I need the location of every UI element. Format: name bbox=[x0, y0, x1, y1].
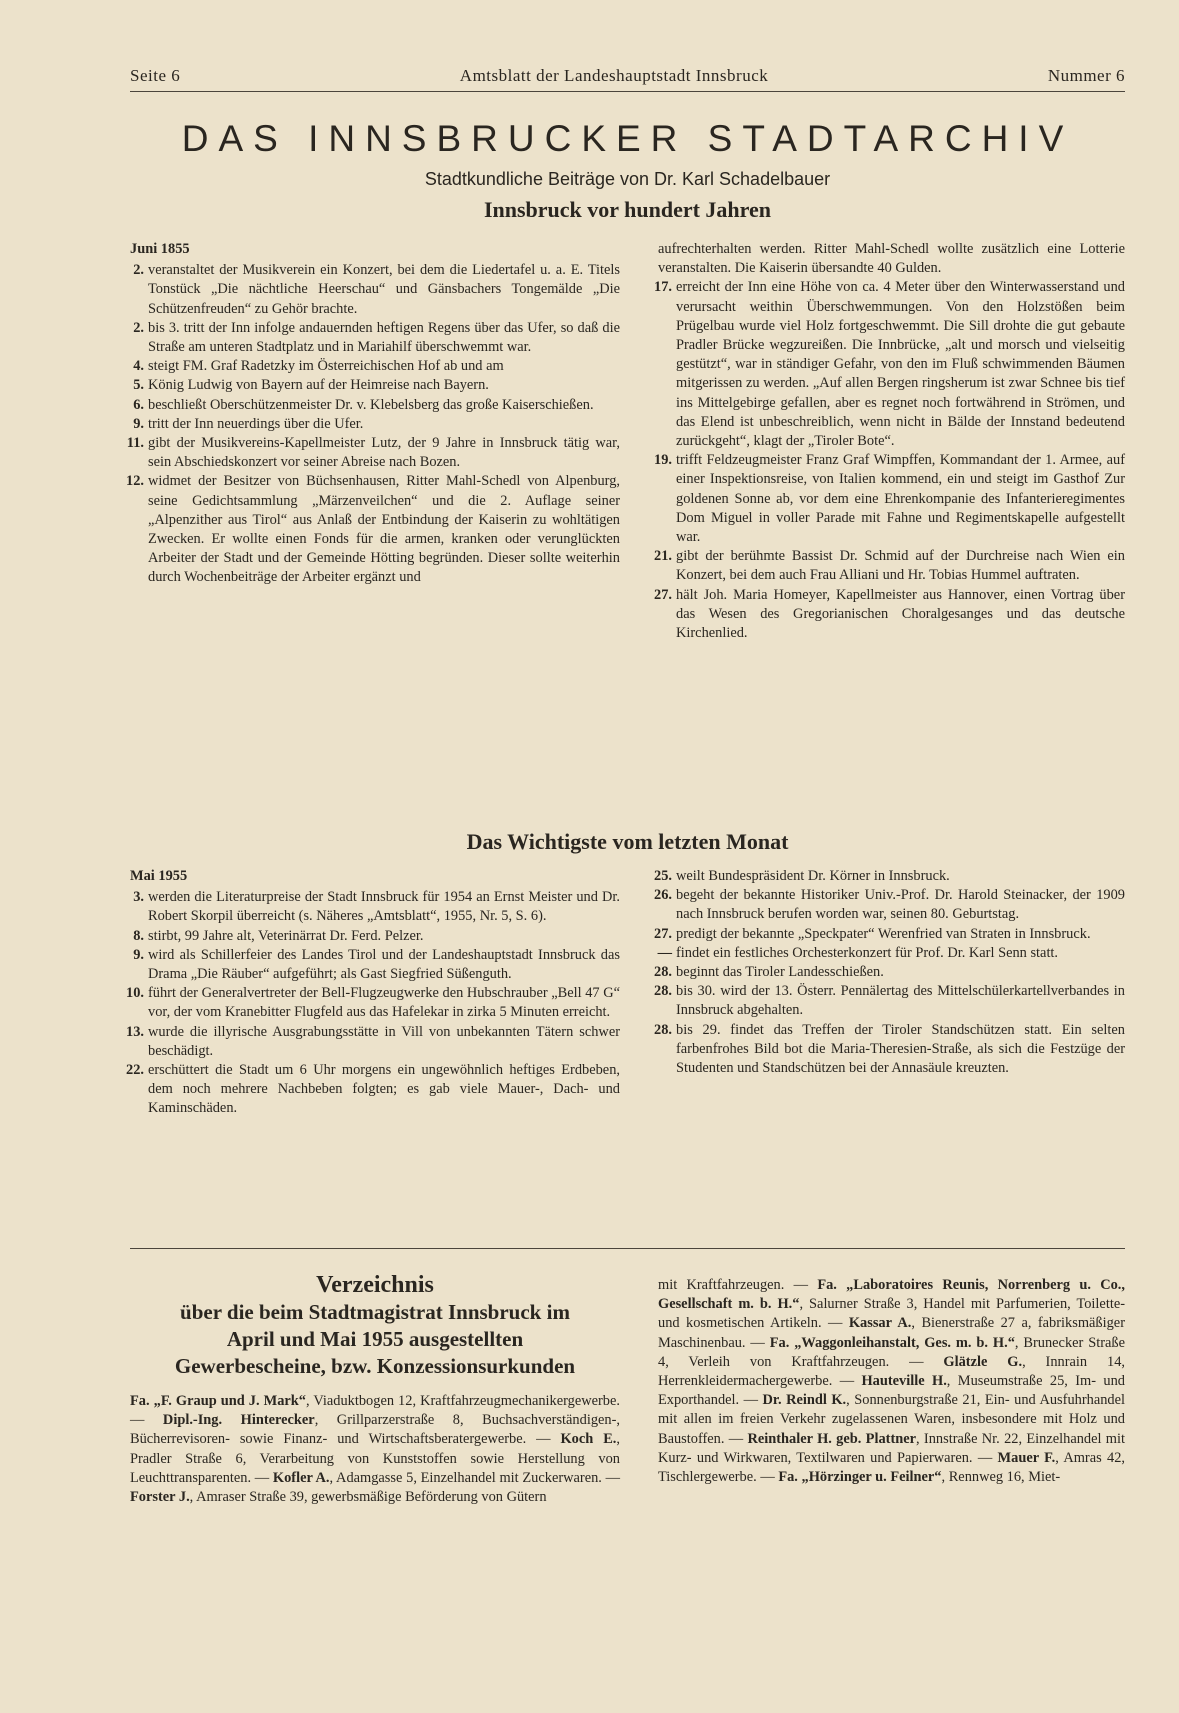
entry-text: weilt Bundespräsident Dr. Körner in Innsbruck. bbox=[676, 868, 950, 884]
entry-day: 27. bbox=[654, 925, 672, 942]
business-details: , Sonnenburgstraße 21, Ein- und Ausfuhrhandel mit allen im freien Verkehr zugelassenen Waren, insbesondere mit Holz und Baustoffen. — bbox=[658, 1392, 1125, 1447]
business-details: , Pradler Straße 6, Verarbeitung von Kunststoffen sowie Herstellung von Leuchttransparenten. — bbox=[130, 1431, 620, 1486]
entry-text: trifft Feldzeugmeister Franz Graf Wimpffen, Kommandant der 1. Armee, auf einer Inspektionsreise, von Italien kommend, ein und steigt im Gasthof Zur goldenen Sonne ab, vor dem eine Ehrenkompanie des Infanterieregimentes Dom Miguel in voller Parade mit Fahne und Regimentskapelle aufgestellt war. bbox=[676, 452, 1125, 546]
entry-list bbox=[654, 867, 1125, 1078]
entry-text: wurde die illyrische Ausgrabungsstätte in Vill von unbekannten Tätern schwer beschädigt. bbox=[148, 1023, 620, 1059]
registry-left-column bbox=[130, 1392, 620, 1507]
date-entry bbox=[130, 946, 620, 984]
entry-text: gibt der Musikvereins-Kapellmeister Lutz, der 9 Jahre in Innsbruck tätig war, sein Abschiedskonzert vor seiner Abreise nach Bozen. bbox=[148, 435, 620, 471]
entry-text: erschüttert die Stadt um 6 Uhr morgens ein ungewöhnlich heftiges Erdbeben, dem noch mehrere Nachbeben folgten; es gab viele Mauer-, Dach- und Kaminschäden. bbox=[148, 1062, 620, 1117]
registry-heading-line: über die beim Stadtmagistrat Innsbruck im bbox=[180, 1300, 570, 1324]
publication-name: Amtsblatt der Landeshauptstadt Innsbruck bbox=[459, 66, 769, 85]
entry-text: veranstaltet der Musikverein ein Konzert, bei dem die Liedertafel u. a. E. Titels Tonstück „Die nächtliche Heerschau“ und Gänsbachers Tongemälde „Die Schützenfreuden“ zu Gehör brachte. bbox=[148, 262, 620, 317]
entry-text: führt der Generalvertreter der Bell-Flugzeugwerke den Hubschrauber „Bell 47 G“ vor, der vom Kranebitter Flugfeld aus das Hafelekar in zirka 5 Minuten erreicht. bbox=[148, 985, 620, 1021]
entry-day: 28. bbox=[654, 983, 672, 1000]
entry-day: 4. bbox=[133, 358, 144, 375]
section1-left-column bbox=[126, 240, 620, 588]
date-entry bbox=[654, 278, 1125, 451]
entry-day: 2. bbox=[133, 319, 144, 336]
registry-heading-line: Gewerbescheine, bzw. Konzessionsurkunden bbox=[174, 1354, 576, 1378]
date-entry bbox=[130, 357, 620, 376]
date-entry bbox=[130, 888, 620, 926]
entry-text: gibt der berühmte Bassist Dr. Schmid auf der Durchreise nach Wien ein Konzert, bei dem auch Frau Alliani und Hr. Tobias Hummel auftraten. bbox=[676, 548, 1125, 584]
issue-number: Nummer 6 bbox=[1047, 66, 1125, 85]
entry-text: stirbt, 99 Jahre alt, Veterinärrat Dr. Ferd. Pelzer. bbox=[148, 927, 424, 944]
entry-text: bis 30. wird der 13. Österr. Pennälertag des Mittelschülerkartellverbandes in Innsbruck abgehalten. bbox=[676, 983, 1125, 1019]
date-entry bbox=[126, 984, 620, 1022]
business-name: Koch E. bbox=[560, 1431, 617, 1448]
date-entry bbox=[654, 982, 1125, 1020]
entry-text: werden die Literaturpreise der Stadt Innsbruck für 1954 an Ernst Meister und Dr. Robert Skorpil überreicht (s. Näheres „Amtsblatt“, 1955, Nr. 5, S. 6). bbox=[148, 889, 620, 925]
business-name: Forster J. bbox=[130, 1489, 190, 1506]
entry-text: beginnt das Tiroler Landesschießen. bbox=[676, 964, 884, 981]
date-entry bbox=[130, 376, 620, 395]
date-entry bbox=[654, 925, 1125, 944]
continuation-text: aufrechterhalten werden. Ritter Mahl-Schedl wollte zusätzlich eine Lotterie veranstalten. Die Kaiserin übersandte 40 Gulden. bbox=[658, 241, 1125, 277]
date-entry bbox=[126, 1023, 620, 1061]
date-entry bbox=[130, 927, 620, 946]
entry-day: 19. bbox=[654, 452, 672, 469]
section2-right-column bbox=[654, 867, 1125, 1078]
entry-text: widmet der Besitzer von Büchsenhausen, Ritter Mahl-Schedl von Alpenburg, seine Gedichtsammlung „Märzenveilchen“ und die 2. Auflage seiner „Alpenzither aus Tirol“ aus Anlaß der Entbindung der Kaiserin zu wohltätigen Zwecken. Er wollte einen Fonds für die armen, kranken oder verunglückten Arbeiter der Stadt und der Gemeinde Hötting begründen. Dieser sollte weiterhin durch Wochenbeiträge der Arbeiter ergänzt und bbox=[148, 473, 620, 586]
subtitle: Stadtkundliche Beiträge von Dr. Karl Schadelbauer bbox=[424, 169, 831, 189]
registry-heading-line: April und Mai 1955 ausgestellten bbox=[226, 1327, 524, 1351]
date-entry bbox=[654, 867, 1125, 886]
date-entry bbox=[130, 396, 620, 415]
business-name: Dr. Reindl K. bbox=[762, 1392, 847, 1409]
entry-list bbox=[126, 888, 620, 1118]
month-label: Juni 1855 bbox=[130, 241, 190, 257]
entry-day: 17. bbox=[654, 279, 672, 296]
entry-day: 9. bbox=[133, 415, 144, 432]
entry-day: 2. bbox=[133, 262, 144, 279]
entry-text: bis 3. tritt der Inn infolge andauernden heftigen Regens über das Ufer, so daß die Straße am unteren Stadtplatz und in Mariahilf überschwemmt war. bbox=[148, 319, 620, 356]
date-entry bbox=[654, 963, 1125, 982]
entry-day: 25. bbox=[654, 868, 672, 884]
business-name: Fa. „Waggonleihanstalt, Ges. m. b. H.“ bbox=[769, 1334, 1015, 1351]
section-heading-last-month: Das Wichtigste vom letzten Monat bbox=[466, 829, 789, 854]
business-details: , Brunecker Straße 4, Verleih von Kraftfahrzeugen. — bbox=[658, 1334, 1125, 1370]
entry-day: 10. bbox=[126, 985, 144, 1002]
date-entry bbox=[130, 261, 620, 319]
business-details: , Innstraße Nr. 22, Einzelhandel mit Kurz- und Wirkwaren, Textilwaren und Papierwaren. — bbox=[658, 1430, 1125, 1466]
business-name: Kassar A. bbox=[848, 1315, 912, 1332]
business-name: Dipl.-Ing. Hinterecker bbox=[162, 1412, 315, 1429]
business-name: Glätzle G. bbox=[943, 1353, 1023, 1370]
header-divider bbox=[130, 91, 1125, 92]
entry-text: beschließt Oberschützenmeister Dr. v. Klebelsberg das große Kaiserschießen. bbox=[148, 396, 594, 413]
date-entry bbox=[654, 886, 1125, 924]
entry-text: findet ein festliches Orchesterkonzert für Prof. Dr. Karl Senn statt. bbox=[676, 944, 1059, 961]
entry-day: 12. bbox=[126, 473, 144, 490]
entry-day: 28. bbox=[654, 1021, 672, 1038]
business-name: Mauer F. bbox=[997, 1449, 1056, 1466]
business-details: , Amraser Straße 39, gewerbsmäßige Beförderung von Gütern bbox=[189, 1489, 547, 1506]
date-entry bbox=[654, 547, 1125, 585]
section-divider bbox=[130, 1248, 1125, 1249]
entry-text: hält Joh. Maria Homeyer, Kapellmeister aus Hannover, einen Vortrag über das Wesen des Gregorianischen Choralgesanges und das deutsche Kirchenlied. bbox=[676, 586, 1125, 642]
page-number: Seite 6 bbox=[130, 66, 181, 85]
month-label: Mai 1955 bbox=[130, 868, 188, 884]
entry-text: begeht der bekannte Historiker Univ.-Prof. Dr. Harold Steinacker, der 1909 nach Innsbruck berufen worden war, seinen 80. Geburtstag. bbox=[676, 887, 1125, 923]
business-details: , Adamgasse 5, Einzelhandel mit Zuckerwaren. — bbox=[329, 1469, 620, 1486]
date-entry bbox=[654, 451, 1125, 547]
business-name: Fa. „F. Graup und J. Mark“ bbox=[130, 1393, 306, 1409]
entry-day: 9. bbox=[133, 946, 144, 963]
date-entry bbox=[126, 434, 620, 472]
page-header bbox=[130, 66, 1125, 86]
business-name: Reinthaler H. geb. Plattner bbox=[747, 1430, 917, 1447]
date-entry bbox=[130, 415, 620, 434]
entry-day: 26. bbox=[654, 887, 672, 904]
entry-list bbox=[654, 278, 1125, 643]
business-name: Fa. „Hörzinger u. Feilner“ bbox=[778, 1469, 942, 1486]
entry-text: bis 29. findet das Treffen der Tiroler Standschützen statt. Ein selten farbenfrohes Bild bot die Maria-Theresien-Straße, als sich die Festzüge der Studenten und Standschützen bei der Annasäule kreuzten. bbox=[676, 1021, 1125, 1077]
entry-text: erreicht der Inn eine Höhe von ca. 4 Meter über den Winterwasserstand und verursacht weithin Überschwemmungen. Von den Holzstößen beim Prügelbau wurde viel Holz fortgeschwemmt. Die Sill drohte die gut gebaute Pradler Brücke wegzureißen. Die Innbrücke, „alt und morsch und vielseitig gestützt“, war in ständiger Gefahr, von den im Fluß schwimmenden Bäumen mitgerissen zu werden. „Auf allen Bergen ringsherum ist zwar Schnee bis tief ins Mittelgebirge gefallen, aber es regnet noch fortwährend in Strömen, und das Elend ist unbeschreiblich, wenn nicht in Bälde der Innstand bedeutend zurückgeht“, klagt der „Tiroler Bote“. bbox=[676, 279, 1125, 450]
business-details: , Salurner Straße 3, Handel mit Parfumerien, Toilette- und kosmetischen Artikeln. — bbox=[658, 1296, 1125, 1332]
date-entry bbox=[654, 586, 1125, 644]
entry-day: 11. bbox=[126, 435, 144, 452]
entry-day: 13. bbox=[126, 1023, 144, 1040]
entry-text: predigt der bekannte „Speckpater“ Werenfried van Straten in Innsbruck. bbox=[676, 925, 1091, 942]
business-details: , Amras 42, Tischlergewerbe. — bbox=[658, 1449, 1125, 1486]
date-entry bbox=[130, 319, 620, 357]
entry-text: steigt FM. Graf Radetzky im Österreichischen Hof ab und am bbox=[148, 358, 504, 375]
date-entry bbox=[126, 472, 620, 587]
registry-heading-line: Verzeichnis bbox=[316, 1272, 434, 1298]
business-name: Kofler A. bbox=[272, 1469, 330, 1486]
section-heading-hundred-years: Innsbruck vor hundert Jahren bbox=[483, 197, 772, 222]
entry-day: 3. bbox=[133, 889, 144, 906]
business-name: Hauteville H. bbox=[861, 1373, 947, 1390]
main-title: DAS INNSBRUCKER STADTARCHIV bbox=[181, 118, 1074, 159]
entry-day: 6. bbox=[133, 396, 144, 413]
business-details: , Bienerstraße 27 a, fabriksmäßiger Maschinenbau. — bbox=[658, 1315, 1125, 1351]
entry-text: wird als Schillerfeier des Landes Tirol und der Landeshauptstadt Innsbruck das Drama „Die Räuber“ aufgeführt; als Gast Siegfried Süßenguth. bbox=[148, 946, 620, 983]
date-entry bbox=[654, 1021, 1125, 1079]
registry-heading bbox=[130, 1272, 620, 1380]
entry-day: 27. bbox=[654, 586, 672, 603]
entry-day: 22. bbox=[126, 1062, 144, 1079]
section2-left-column bbox=[126, 867, 620, 1119]
business-details: , Viaduktbogen 12, Kraftfahrzeugmechanikergewerbe. — bbox=[130, 1393, 620, 1429]
business-details: mit Kraftfahrzeugen. — bbox=[658, 1277, 818, 1293]
registry-right-column bbox=[658, 1276, 1125, 1487]
section1-right-column bbox=[654, 240, 1125, 643]
business-name: Fa. „Laboratoires Reunis, Norrenberg u. Co., Gesellschaft m. b. H.“ bbox=[658, 1277, 1126, 1313]
entry-day: 8. bbox=[133, 927, 144, 944]
business-details: , Innrain 14, Herrenkleidermachergewerbe. — bbox=[658, 1353, 1125, 1390]
date-entry bbox=[658, 944, 1125, 963]
entry-day: 21. bbox=[654, 548, 672, 565]
entry-list bbox=[126, 261, 620, 587]
entry-day: 28. bbox=[654, 964, 672, 981]
business-details: , Rennweg 16, Miet- bbox=[941, 1469, 1061, 1486]
entry-day: — bbox=[657, 944, 672, 961]
business-details: , Grillparzerstraße 8, Buchsachverständigen-, Bücherrevisoren- sowie Finanz- und Wirtschaftsberatergewerbe. — bbox=[130, 1412, 620, 1448]
business-details: , Museumstraße 25, Im- und Exporthandel. — bbox=[658, 1373, 1125, 1409]
entry-day: 5. bbox=[133, 377, 144, 394]
entry-text: König Ludwig von Bayern auf der Heimreise nach Bayern. bbox=[148, 377, 489, 394]
entry-text: tritt der Inn neuerdings über die Ufer. bbox=[148, 415, 364, 432]
date-entry bbox=[126, 1061, 620, 1119]
